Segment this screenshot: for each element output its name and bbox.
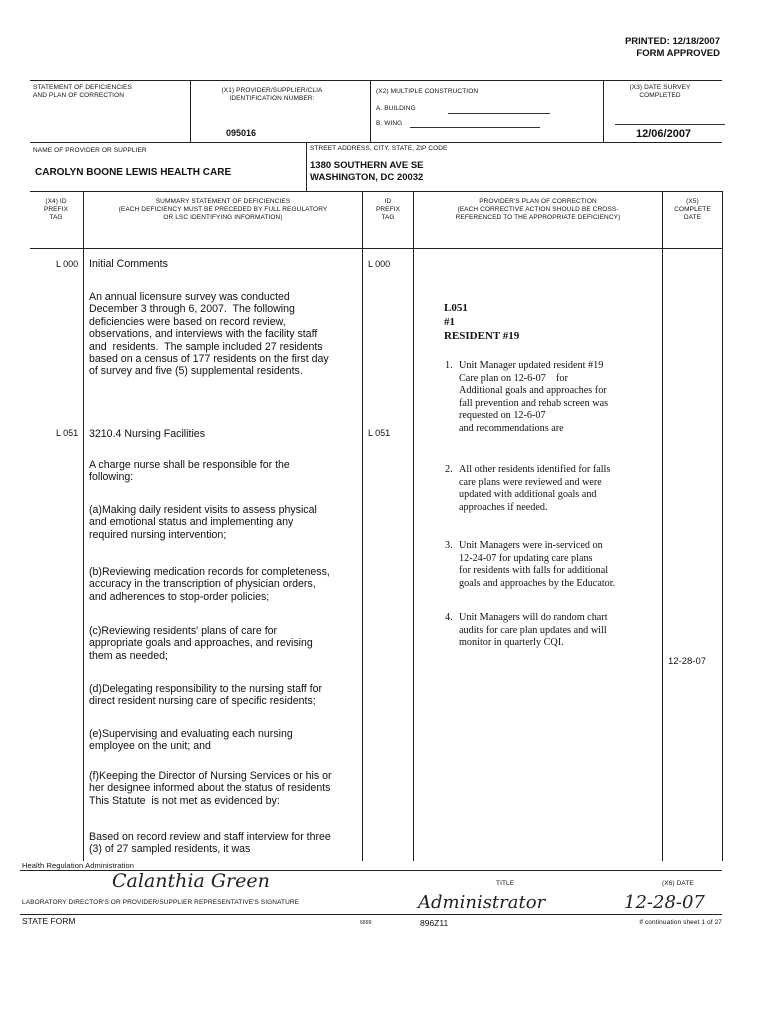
id-tag-l000: L 000 bbox=[368, 259, 391, 269]
regulation-title: 3210.4 Nursing Facilities bbox=[89, 428, 205, 440]
plan-item-2 bbox=[445, 464, 660, 520]
title-handwritten: Administrator bbox=[418, 892, 546, 913]
plan-item-number: 4. bbox=[445, 612, 453, 623]
form-approved: FORM APPROVED bbox=[636, 48, 720, 59]
survey-paragraph: An annual licensure survey was conducted December 3 through 6, 2007. The following deficiencies were based on record review, observations, and interviews with the facility staff and residents. The sample included 27 residents based on a census of 177 residents on the first day of survey and five (5) supplemental residents. bbox=[89, 291, 329, 378]
plan-resident: RESIDENT #19 bbox=[444, 330, 520, 342]
charge-nurse-text: A charge nurse shall be responsible for the following: bbox=[89, 459, 290, 484]
event-id: 896Z11 bbox=[420, 918, 449, 928]
id-tag-l051: L 051 bbox=[368, 428, 391, 438]
item-e: (e)Supervising and evaluating each nursing employee on the unit; and bbox=[89, 728, 293, 753]
date-label: (X6) DATE bbox=[662, 880, 694, 887]
item-c: (c)Reviewing residents' plans of care for appropriate goals and approaches, and revising them as needed; bbox=[89, 625, 313, 662]
item-f: (f)Keeping the Director of Nursing Services or his or her designee informed about the status of residents This Statute is not met as evidenced by: bbox=[89, 770, 332, 807]
survey-completed-date: 12/06/2007 bbox=[636, 128, 692, 140]
address-line2: WASHINGTON, DC 20032 bbox=[310, 172, 424, 183]
initial-comments: Initial Comments bbox=[89, 258, 168, 270]
building-label: A. BUILDING bbox=[376, 105, 416, 112]
x1-label: (X1) PROVIDER/SUPPLIER/CLIA IDENTIFICATION NUMBER: bbox=[221, 87, 323, 102]
plan-item-number: 1. bbox=[445, 360, 453, 371]
title-label: TITLE bbox=[496, 880, 515, 887]
plan-item-number: 3. bbox=[445, 540, 453, 551]
plan-item-text: All other residents identified for falls care plans were reviewed and were updated with additional goals and approaches if needed. bbox=[459, 464, 611, 513]
form-code: 6899 bbox=[360, 920, 372, 926]
plan-item-1 bbox=[445, 360, 660, 450]
x3-label: (X3) DATE SURVEY COMPLETED bbox=[629, 84, 691, 99]
plan-tag: L051 bbox=[444, 302, 468, 314]
date-handwritten: 12-28-07 bbox=[624, 892, 705, 913]
provider-name: CAROLYN BOONE LEWIS HEALTH CARE bbox=[35, 167, 232, 178]
plan-item-3 bbox=[445, 540, 660, 596]
statement-label: STATEMENT OF DEFICIENCIES AND PLAN OF CORRECTION bbox=[33, 84, 132, 99]
item-d: (d)Delegating responsibility to the nursing staff for direct resident nursing care of specific residents; bbox=[89, 683, 322, 708]
x2-label: (X2) MULTIPLE CONSTRUCTION bbox=[376, 88, 479, 95]
plan-item-text: Unit Managers will do random chart audits for care plan updates and will monitor in quarterly CQI. bbox=[459, 612, 608, 649]
signature-handwritten: Calanthia Green bbox=[112, 870, 270, 892]
completion-date: 12-28-07 bbox=[668, 656, 707, 667]
x5-label: (X5) COMPLETE DATE bbox=[674, 198, 711, 221]
address-line1: 1380 SOUTHERN AVE SE bbox=[310, 160, 424, 171]
tag-l000: L 000 bbox=[56, 259, 79, 269]
plan-item-text: Unit Manager updated resident #19 Care plan on 12-6-07 for Additional goals and approaches for fall prevention and rehab screen was requested on 12-6-07 and recommendations are bbox=[459, 360, 609, 434]
signature-label: LABORATORY DIRECTOR'S OR PROVIDER/SUPPLIER REPRESENTATIVE'S SIGNATURE bbox=[22, 899, 300, 906]
plan-label: PROVIDER'S PLAN OF CORRECTION (EACH CORRECTIVE ACTION SHOULD BE CROSS- REFERENCED TO THE APPROPRIATE DEFICIENCY) bbox=[455, 198, 621, 221]
continuation-sheet: If continuation sheet 1 of 27 bbox=[639, 919, 722, 926]
id-label: ID PREFIX TAG bbox=[375, 198, 401, 221]
item-b: (b)Reviewing medication records for completeness, accuracy in the transcription of physician orders, and adherences to stop-order policies; bbox=[89, 566, 330, 603]
plan-item-text: Unit Managers were in-serviced on 12-24-07 for updating care plans for residents with falls for additional goals and approaches by the Educator. bbox=[459, 540, 616, 589]
provider-id: 095016 bbox=[226, 128, 257, 138]
state-form: STATE FORM bbox=[22, 916, 76, 926]
x4-label: (X4) ID PREFIX TAG bbox=[43, 198, 69, 221]
item-a: (a)Making daily resident visits to assess physical and emotional status and implementing any required nursing intervention; bbox=[89, 504, 317, 541]
plan-number: #1 bbox=[444, 316, 455, 328]
agency-name: Health Regulation Administration bbox=[22, 861, 135, 870]
wing-label: B. WING bbox=[376, 120, 403, 127]
printed-date: PRINTED: 12/18/2007 bbox=[624, 36, 720, 47]
plan-item-4 bbox=[445, 612, 660, 656]
provider-name-label: NAME OF PROVIDER OR SUPPLIER bbox=[33, 147, 147, 154]
address-label: STREET ADDRESS, CITY, STATE, ZIP CODE bbox=[310, 145, 448, 152]
tag-l051: L 051 bbox=[56, 428, 79, 438]
closing-text: Based on record review and staff interview for three (3) of 27 sampled residents, it was bbox=[89, 831, 331, 856]
summary-label: SUMMARY STATEMENT OF DEFICIENCIES (EACH DEFICIENCY MUST BE PRECEDED BY FULL REGULATORY OR LSC IDENTIFYING INFORMATION) bbox=[118, 198, 328, 221]
plan-item-number: 2. bbox=[445, 464, 453, 475]
